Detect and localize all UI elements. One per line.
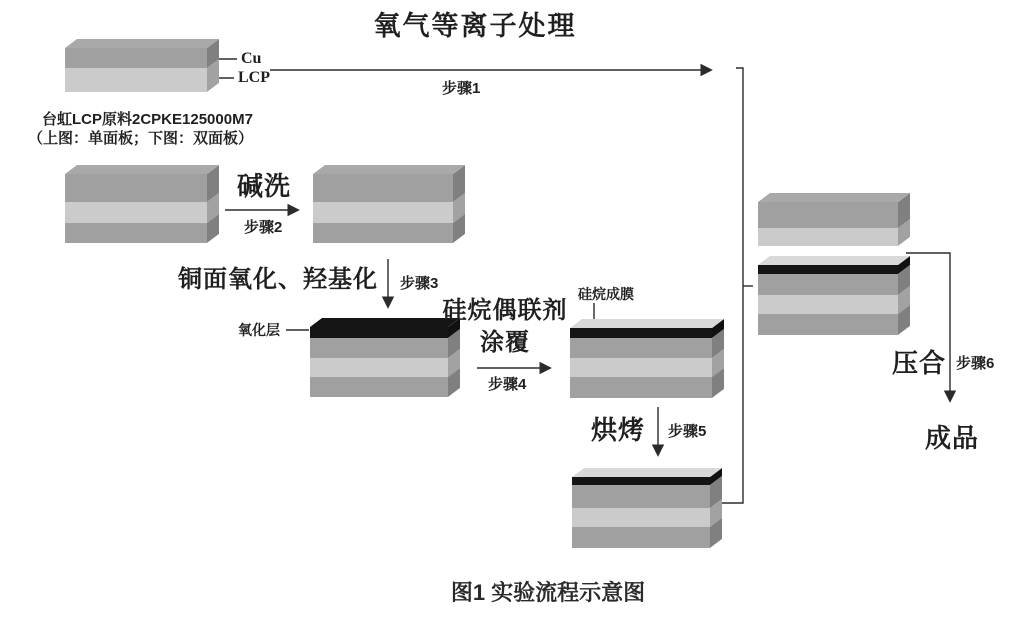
figure-caption: 图1 实验流程示意图	[450, 580, 646, 605]
layer-cu	[758, 274, 898, 295]
material-note-line1: 台虹LCP原料2CPKE125000M7	[42, 111, 253, 128]
slab-top-face-plain	[313, 165, 465, 174]
layer-cu	[570, 377, 712, 398]
board-plasma-treated	[758, 193, 910, 246]
step6-action: 压合	[891, 348, 946, 378]
layer-oxide	[310, 327, 448, 338]
layer-oxide	[570, 328, 712, 338]
slab-front-face	[310, 327, 448, 397]
board-raw-double-sided	[65, 165, 219, 243]
layer-cu	[310, 338, 448, 358]
slab-side-face	[712, 319, 724, 398]
board-baked	[572, 468, 722, 548]
layer-lcp	[313, 202, 453, 223]
slab-side-face	[453, 165, 465, 243]
layer-cu	[313, 174, 453, 202]
step5-label: 步骤5	[668, 423, 707, 440]
layer-lcp	[572, 508, 710, 527]
slab-top-face-plain	[65, 39, 219, 48]
slab-front-face	[572, 477, 710, 548]
step6-label: 步骤6	[956, 355, 995, 372]
layer-cu	[65, 223, 207, 243]
layer-lcp	[65, 68, 207, 92]
step4-label: 步骤4	[488, 376, 527, 393]
slab-top-face-silane	[572, 468, 722, 477]
step4-action-line1: 硅烷偶联剂	[442, 297, 568, 324]
slab-front-face	[313, 174, 453, 243]
layer-oxide	[758, 265, 898, 274]
step4-action-line2: 涂覆	[480, 329, 530, 356]
final-product-label: 成品	[925, 423, 980, 453]
slab-side-face	[898, 193, 910, 246]
slab-side-face	[207, 39, 219, 92]
layer-lcp	[310, 358, 448, 377]
collect-bracket	[718, 68, 743, 503]
slab-top-face-plain	[65, 165, 219, 174]
layer-cu	[572, 485, 710, 508]
step3-action: 铜面氧化、羟基化	[178, 266, 378, 293]
slab-top-face-silane	[570, 319, 724, 328]
layer-oxide	[572, 477, 710, 485]
oxide-layer-label: 氧化层	[238, 322, 280, 338]
board-raw-single-sided	[65, 39, 219, 92]
slab-side-face	[898, 256, 910, 335]
layer-cu	[310, 377, 448, 397]
step1-action: 氧气等离子处理	[373, 11, 577, 41]
material-note-line2: （上图：单面板；下图：双面板）	[28, 130, 254, 147]
layer-cu	[758, 314, 898, 335]
layer-cu	[572, 527, 710, 548]
slab-front-face	[65, 174, 207, 243]
step1-label: 步骤1	[442, 80, 481, 97]
slab-front-face	[65, 48, 207, 92]
layer-cu	[65, 174, 207, 202]
slab-top-face-plain	[758, 193, 910, 202]
layer-cu	[758, 202, 898, 228]
layer-lcp	[65, 202, 207, 223]
slab-front-face	[758, 265, 898, 335]
step5-action: 烘烤	[591, 415, 646, 445]
layer-cu	[313, 223, 453, 243]
slab-top-face-silane	[758, 256, 910, 265]
board-processed-double-sided	[758, 256, 910, 335]
lcp-layer-label: LCP	[238, 69, 270, 86]
step2-action: 碱洗	[236, 171, 291, 201]
cu-layer-label: Cu	[241, 50, 262, 67]
slab-side-face	[207, 165, 219, 243]
slab-front-face	[758, 202, 898, 246]
board-silane-coated	[570, 319, 724, 398]
layer-cu	[65, 48, 207, 68]
step3-label: 步骤3	[400, 275, 439, 292]
slab-side-face	[710, 468, 722, 548]
slab-front-face	[570, 328, 712, 398]
layer-lcp	[758, 295, 898, 314]
layer-lcp	[758, 228, 898, 246]
board-alkali-washed	[313, 165, 465, 243]
layer-cu	[570, 338, 712, 358]
silane-film-label: 硅烷成膜	[578, 286, 634, 302]
step2-label: 步骤2	[244, 219, 283, 236]
layer-lcp	[570, 358, 712, 377]
